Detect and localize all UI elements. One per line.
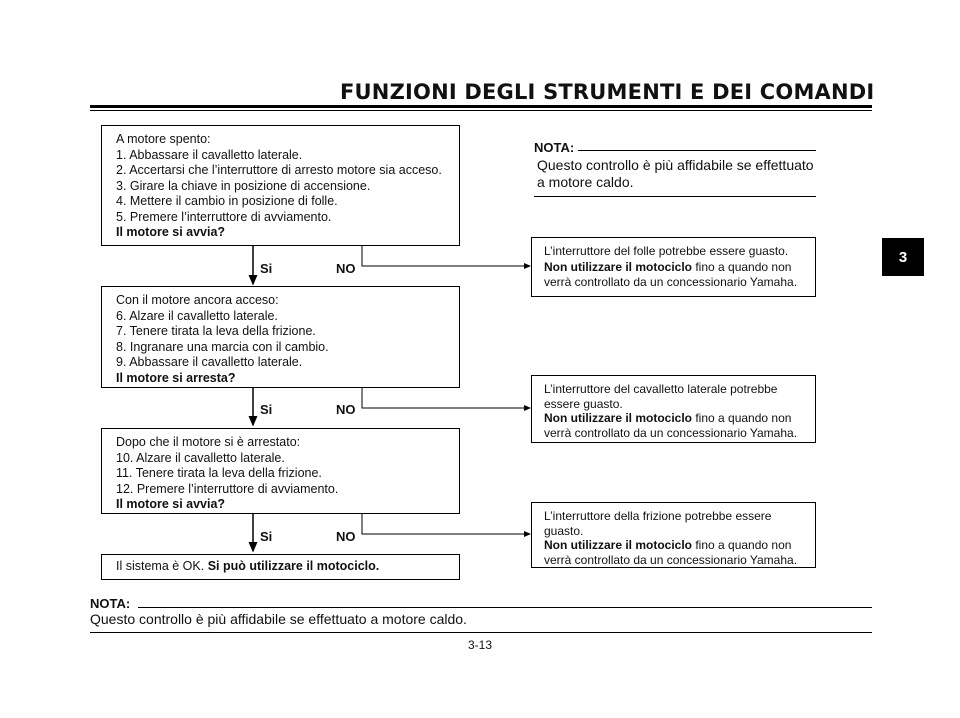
result-prefix: Il sistema è OK. xyxy=(116,559,208,573)
failure-text: L’interruttore della frizione potrebbe essere xyxy=(544,509,772,523)
note-rule xyxy=(578,150,816,151)
step-text: 1. Abbassare il cavalletto laterale. xyxy=(116,147,303,162)
note-bottom-rule xyxy=(534,196,816,197)
result-text xyxy=(116,559,451,575)
step-question: Il motore si avvia? xyxy=(116,225,226,239)
note-label: NOTA: xyxy=(90,596,131,611)
failure-text xyxy=(544,411,807,426)
failure-text: essere guasto. xyxy=(544,396,623,411)
failure-text-rest: fino a quando non xyxy=(692,411,792,425)
note-text xyxy=(537,157,819,191)
failure-text: guasto. xyxy=(544,523,584,538)
step-text: 3. Girare la chiave in posizione di accensione. xyxy=(116,178,371,193)
page-number: 3-13 xyxy=(467,638,493,652)
step-text: 11. Tenere tirata la leva della frizione. xyxy=(116,466,322,480)
step-text: 5. Premere l’interruttore di avviamento. xyxy=(116,209,332,224)
step-text: 12. Premere l’interruttore di avviamento. xyxy=(116,481,339,496)
no-arrow-3 xyxy=(362,514,530,534)
flow-step-box-2 xyxy=(101,286,460,388)
failure-box-1 xyxy=(531,237,816,297)
failure-text-rest: fino a quando non xyxy=(692,259,792,274)
step-text: 6. Alzare il cavalletto laterale. xyxy=(116,308,278,323)
flow-step-box-3 xyxy=(101,428,460,514)
no-label: NO xyxy=(336,529,356,544)
step-text: 8. Ingranare una marcia con il cambio. xyxy=(116,339,329,354)
failure-text xyxy=(544,538,807,553)
failure-text: verrà controllato da un concessionario Yamaha. xyxy=(544,425,798,440)
chapter-number: 3 xyxy=(898,248,908,266)
no-label: NO xyxy=(336,402,356,417)
step-text: 9. Abbassare il cavalletto laterale. xyxy=(116,355,303,369)
step-question: Il motore si avvia? xyxy=(116,497,226,511)
failure-box-2 xyxy=(531,375,816,443)
step-text: A motore spento: xyxy=(116,132,211,146)
note-rule xyxy=(138,607,872,608)
failure-text: verrà controllato da un concessionario Yamaha. xyxy=(544,552,798,567)
note-label: NOTA: xyxy=(534,140,575,155)
failure-warning: Non utilizzare il motociclo xyxy=(544,259,693,274)
step-text: Dopo che il motore si è arrestato: xyxy=(116,435,301,449)
step-text: 2. Accertarsi che l’interruttore di arresto motore sia acceso. xyxy=(116,163,442,177)
page-title: FUNZIONI DEGLI STRUMENTI E DEI COMANDI xyxy=(340,80,875,104)
flow-step-box-1 xyxy=(101,125,460,246)
no-arrow-1 xyxy=(362,246,530,266)
note-text: Questo controllo è più affidabile se effettuato a motore caldo. xyxy=(90,611,467,627)
note-line: Questo controllo è più affidabile se effettuato xyxy=(537,157,814,173)
failure-text: verrà controllato da un concessionario Yamaha. xyxy=(544,275,798,289)
note-bottom-rule xyxy=(90,632,872,633)
failure-text xyxy=(544,260,807,276)
failure-text-rest: fino a quando non xyxy=(692,538,792,552)
yes-label: Si xyxy=(260,529,273,544)
no-label: NO xyxy=(336,261,356,276)
yes-label: Si xyxy=(260,402,273,417)
step-text: Con il motore ancora acceso: xyxy=(116,293,279,307)
step-text: 7. Tenere tirata la leva della frizione. xyxy=(116,324,316,338)
yes-label: Si xyxy=(260,261,273,276)
failure-text: L’interruttore del folle potrebbe essere guasto. xyxy=(544,244,789,258)
result-ok-box xyxy=(101,554,460,580)
failure-warning: Non utilizzare il motociclo xyxy=(544,411,693,425)
failure-warning: Non utilizzare il motociclo xyxy=(544,538,693,552)
step-text: 10. Alzare il cavalletto laterale. xyxy=(116,450,285,465)
failure-box-3 xyxy=(531,502,816,568)
note-line: a motore caldo. xyxy=(537,174,634,190)
step-question: Il motore si arresta? xyxy=(116,370,236,385)
step-text: 4. Mettere il cambio in posizione di folle. xyxy=(116,194,338,208)
result-bold: Si può utilizzare il motociclo. xyxy=(207,559,380,573)
failure-text: L’interruttore del cavalletto laterale potrebbe xyxy=(544,382,778,396)
no-arrow-2 xyxy=(362,388,530,408)
